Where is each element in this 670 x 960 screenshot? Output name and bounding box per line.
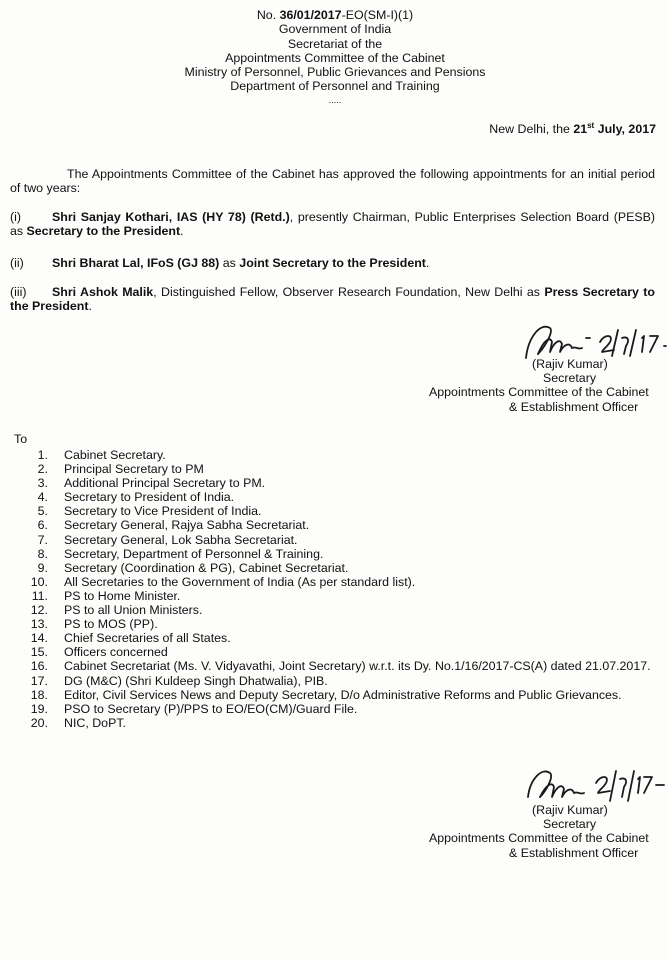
distribution-item (22, 561, 658, 575)
signatory-designation-1a: Appointments Committee of the Cabinet (429, 385, 649, 399)
distribution-item-number: 2. (37, 462, 48, 477)
distribution-item-text: Secretary to Vice President of India. (64, 504, 262, 519)
distribution-item-number: 19. (30, 701, 48, 716)
distribution-item-text: PS to Home Minister. (64, 588, 181, 603)
distribution-item-number: 3. (37, 476, 48, 491)
appointment-3: (iii) Shri Ashok Malik, Distinguished Fellow, Observer Research Foundation, New Delhi as Press Secretary to the President. (10, 285, 655, 313)
distribution-item (22, 518, 658, 532)
signatory-name-1: (Rajiv Kumar) (532, 357, 608, 371)
header-committee: Appointments Committee of the Cabinet (225, 51, 445, 65)
to-label: To (14, 432, 28, 446)
distribution-item-number: 15. (30, 645, 48, 660)
distribution-item-number: 9. (37, 560, 48, 575)
distribution-item (22, 589, 658, 603)
distribution-item (22, 631, 658, 645)
distribution-item-text: Secretary General, Rajya Sabha Secretariat. (64, 518, 310, 533)
distribution-item (22, 603, 658, 617)
distribution-item-number: 10. (30, 574, 48, 589)
distribution-item (22, 504, 658, 518)
distribution-list (22, 448, 658, 730)
signatory-title-1: Secretary (543, 371, 597, 385)
distribution-item-text: Principal Secretary to PM (64, 462, 204, 477)
distribution-item-number: 11. (31, 588, 48, 603)
distribution-item (22, 533, 658, 547)
distribution-item-text: Secretary, Department of Personnel & Training. (64, 546, 324, 561)
distribution-item-text: Officers concerned (64, 645, 168, 660)
appointment-2: (ii) Shri Bharat Lal, IFoS (GJ 88) as Joint Secretary to the President. (10, 256, 430, 270)
header-government: Government of India (278, 22, 392, 36)
distribution-item-number: 16. (30, 659, 48, 674)
distribution-item (22, 575, 658, 589)
distribution-item-text: Chief Secretaries of all States. (64, 631, 231, 646)
distribution-item-number: 20. (30, 715, 48, 730)
header-department: Department of Personnel and Training (230, 79, 440, 93)
signatory-designation-2b: & Establishment Officer (509, 846, 639, 860)
distribution-item (22, 688, 658, 702)
distribution-item (22, 462, 658, 476)
distribution-item (22, 716, 658, 730)
distribution-item-text: PSO to Secretary (P)/PPS to EO/EO(CM)/Guard File. (64, 701, 358, 716)
distribution-item-number: 13. (30, 617, 48, 632)
signatory-name-2: (Rajiv Kumar) (532, 803, 608, 817)
distribution-item (22, 547, 658, 561)
distribution-item-text: Cabinet Secretary. (64, 448, 166, 462)
signatory-title-2: Secretary (543, 817, 597, 831)
signatory-designation-2a: Appointments Committee of the Cabinet (429, 831, 649, 845)
signatory-designation-1b: & Establishment Officer (509, 400, 639, 414)
distribution-item-text: Secretary to President of India. (64, 490, 235, 505)
distribution-item-text: PS to MOS (PP). (64, 617, 158, 632)
order-date: New Delhi, the 21st July, 2017 (489, 120, 656, 136)
distribution-item-text: Cabinet Secretariat (Ms. V. Vidyavathi, Joint Secretary) w.r.t. its Dy. No.1/16/2017-CS(A) dated 21.07.2017. (64, 659, 651, 674)
distribution-item-text: Secretary General, Lok Sabha Secretariat. (64, 532, 298, 547)
distribution-item (22, 702, 658, 716)
distribution-item-number: 4. (37, 490, 48, 505)
appointment-1: (i) Shri Sanjay Kothari, IAS (HY 78) (Retd.), presently Chairman, Public Enterprises Selection Board (PESB) as Secretary to the President. (10, 210, 655, 238)
distribution-item-text: NIC, DoPT. (64, 715, 126, 730)
distribution-item (22, 617, 658, 631)
distribution-item (22, 674, 658, 688)
distribution-item (22, 645, 658, 659)
distribution-item-number: 7. (37, 532, 48, 547)
distribution-item-text: Editor, Civil Services News and Deputy Secretary, D/o Administrative Reforms and Public Grievances. (64, 687, 622, 702)
header-ministry: Ministry of Personnel, Public Grievances and Pensions (184, 65, 486, 79)
distribution-item-number: 12. (30, 603, 48, 618)
distribution-item (22, 659, 658, 673)
distribution-item-number: 14. (30, 631, 48, 646)
distribution-item-number: 1. (37, 448, 48, 462)
intro-paragraph: The Appointments Committee of the Cabinet has approved the following appointments for an initial period of two years: (10, 167, 655, 195)
distribution-item (22, 490, 658, 504)
header-separator: ..... (328, 95, 342, 105)
distribution-item-number: 5. (37, 504, 48, 519)
distribution-item-text: DG (M&C) (Shri Kuldeep Singh Dhatwalia), PIB. (64, 673, 328, 688)
distribution-item-number: 17. (30, 673, 48, 688)
distribution-item (22, 448, 658, 462)
distribution-item-text: All Secretaries to the Government of India (As per standard list). (64, 574, 416, 589)
distribution-item-number: 8. (37, 546, 48, 561)
file-number: No. 36/01/2017-EO(SM-I)(1) (256, 8, 414, 22)
header-secretariat: Secretariat of the (287, 37, 383, 51)
distribution-item-text: Secretary (Coordination & PG), Cabinet Secretariat. (64, 560, 349, 575)
distribution-item-text: PS to all Union Ministers. (64, 603, 203, 618)
distribution-item-number: 18. (30, 687, 48, 702)
distribution-item (22, 476, 658, 490)
distribution-item-number: 6. (37, 518, 48, 533)
distribution-item-text: Additional Principal Secretary to PM. (64, 476, 266, 491)
